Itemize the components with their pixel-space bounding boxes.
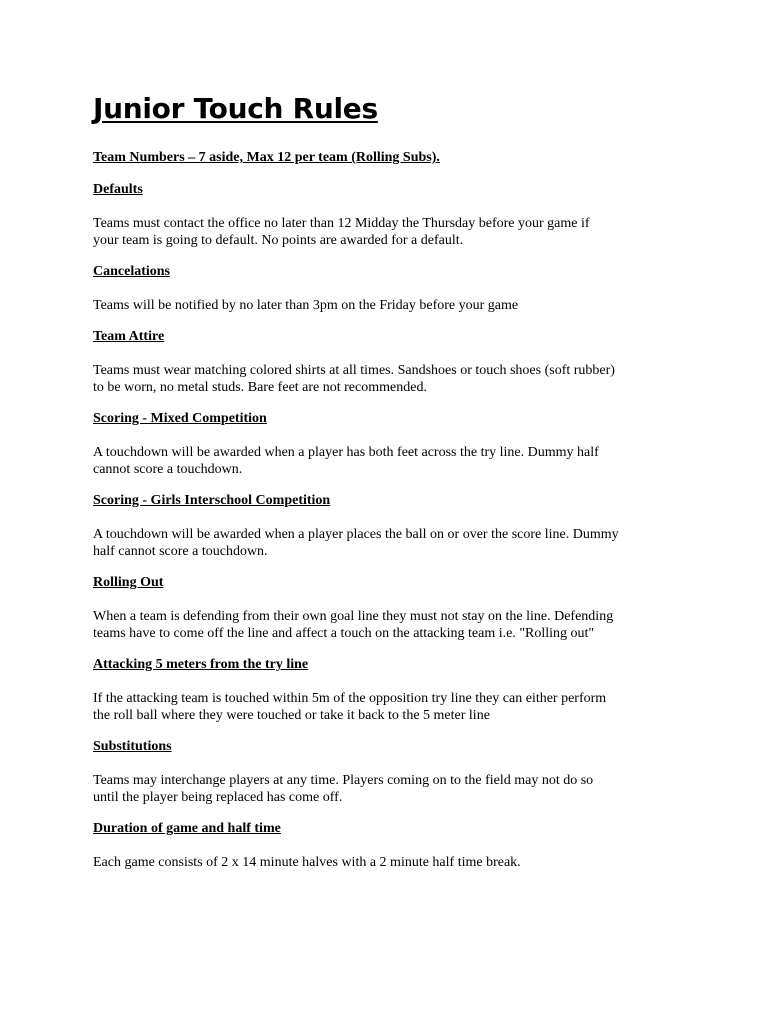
section-body: A touchdown will be awarded when a player places the ball on or over the score line. Dummy half cannot score a touchdown.: [93, 527, 619, 559]
section-attacking-5m: [93, 656, 693, 724]
section-team-attire: [93, 328, 693, 396]
section-body: Teams may interchange players at any time. Players coming on to the field may not do so until the player being replaced has come off.: [93, 773, 594, 805]
document-title: Junior Touch Rules: [93, 92, 378, 125]
section-heading: Team Attire: [93, 329, 165, 344]
section-substitutions: [93, 738, 693, 806]
section-heading: Defaults: [93, 182, 143, 197]
document-page: [93, 92, 693, 871]
section-scoring-girls: [93, 492, 693, 560]
section-heading: Attacking 5 meters from the try line: [93, 657, 309, 672]
section-defaults: [93, 181, 693, 249]
section-cancelations: [93, 263, 693, 314]
section-body: Teams must wear matching colored shirts at all times. Sandshoes or touch shoes (soft rubber) to be worn, no metal studs. Bare feet are not recommended.: [93, 363, 615, 395]
section-heading: Rolling Out: [93, 575, 164, 590]
section-body: When a team is defending from their own goal line they must not stay on the line. Defending teams have to come off the line and affect a touch on the attacking team i.e. "Rolling out": [93, 609, 614, 641]
section-body: Each game consists of 2 x 14 minute halves with a 2 minute half time break.: [93, 855, 521, 870]
section-heading: Duration of game and half time: [93, 821, 281, 836]
section-scoring-mixed: [93, 410, 693, 478]
section-body: Teams will be notified by no later than 3pm on the Friday before your game: [93, 298, 519, 313]
section-heading: Scoring - Girls Interschool Competition: [93, 493, 331, 508]
section-body: If the attacking team is touched within 5m of the opposition try line they can either perform the roll ball where they were touched or take it back to the 5 meter line: [93, 691, 607, 723]
section-duration: [93, 820, 693, 871]
section-rolling-out: [93, 574, 693, 642]
section-body: Teams must contact the office no later than 12 Midday the Thursday before your game if your team is going to default. No points are awarded for a default.: [93, 216, 590, 248]
section-heading: Cancelations: [93, 264, 170, 279]
team-numbers-line: Team Numbers – 7 aside, Max 12 per team (Rolling Subs).: [93, 150, 440, 165]
section-heading: Substitutions: [93, 739, 172, 754]
section-heading: Scoring - Mixed Competition: [93, 411, 267, 426]
section-body: A touchdown will be awarded when a player has both feet across the try line. Dummy half cannot score a touchdown.: [93, 445, 599, 477]
